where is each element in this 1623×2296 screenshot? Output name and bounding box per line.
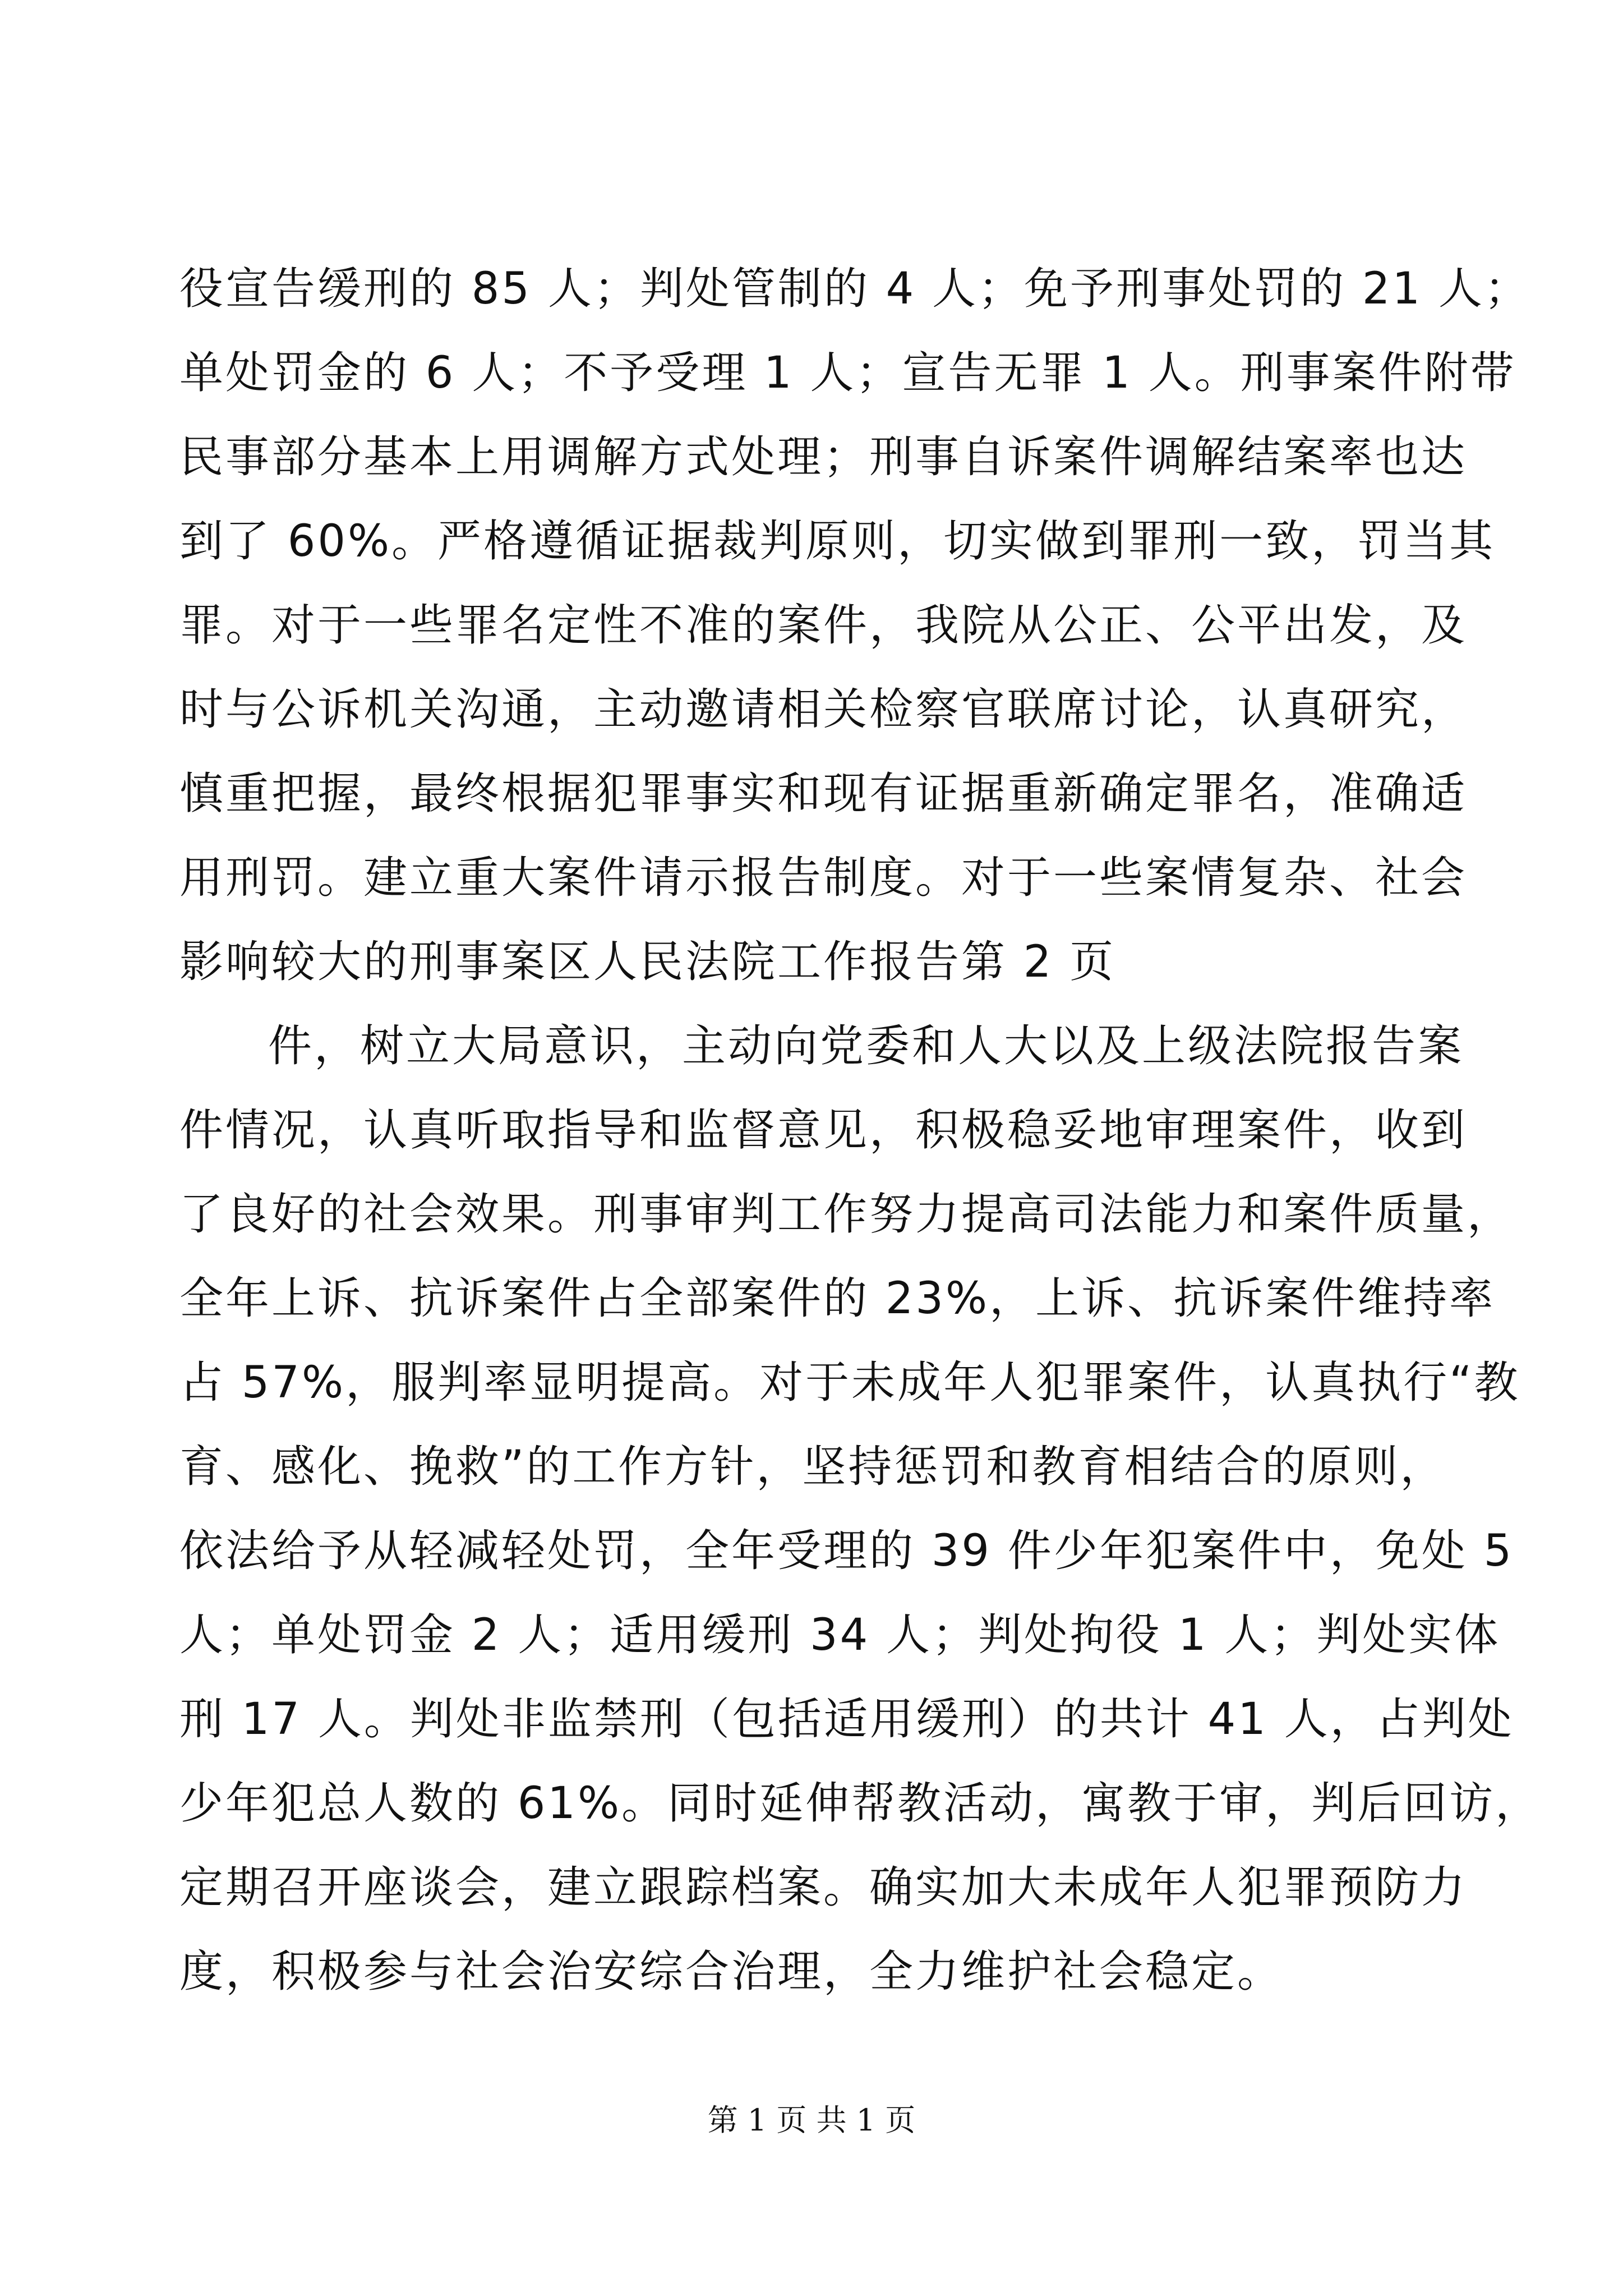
text-line: 育、感化、挽救”的工作方针，坚持惩罚和教育相结合的原则，: [179, 1442, 1446, 1492]
text-line: 占 57%，服判率显明提高。对于未成年人犯罪案件，认真执行“教: [179, 1358, 1520, 1408]
text-line: 民事部分基本上用调解方式处理；刑事自诉案件调解结案率也达: [179, 432, 1468, 482]
text-line: 影响较大的刑事案区人民法院工作报告第 2 页: [179, 937, 1116, 987]
text-line-indented: 件，树立大局意识，主动向党委和人大以及上级法院报告案: [268, 1021, 1464, 1071]
text-line: 到了 60%。严格遵循证据裁判原则，切实做到罪刑一致，罚当其: [179, 516, 1496, 567]
text-line: 人；单处罚金 2 人；适用缓刑 34 人；判处拘役 1 人；判处实体: [179, 1610, 1501, 1660]
text-line: 度，积极参与社会治安综合治理，全力维护社会稳定。: [179, 1947, 1284, 1997]
page-footer: 第 1 页 共 1 页: [707, 2102, 916, 2138]
text-line: 役宣告缓刑的 85 人；判处管制的 4 人；免予刑事处罚的 21 人；: [179, 264, 1530, 314]
text-line: 时与公诉机关沟通，主动邀请相关检察官联席讨论，认真研究，: [179, 684, 1468, 735]
text-line: 少年犯总人数的 61%。同时延伸帮教活动，寓教于审，判后回访，: [179, 1778, 1542, 1829]
text-line: 慎重把握，最终根据犯罪事实和现有证据重新确定罪名，准确适: [179, 769, 1468, 819]
text-line: 罪。对于一些罪名定性不准的案件，我院从公正、公平出发，及: [179, 600, 1468, 651]
text-line: 定期召开座谈会，建立跟踪档案。确实加大未成年人犯罪预防力: [179, 1862, 1468, 1913]
text-line: 件情况，认真听取指导和监督意见，积极稳妥地审理案件，收到: [179, 1105, 1468, 1156]
text-line: 全年上诉、抗诉案件占全部案件的 23%，上诉、抗诉案件维持率: [179, 1273, 1496, 1324]
text-line: 刑 17 人。判处非监禁刑（包括适用缓刑）的共计 41 人，占判处: [179, 1694, 1514, 1745]
text-line: 用刑罚。建立重大案件请示报告制度。对于一些案情复杂、社会: [179, 853, 1468, 903]
text-line: 依法给予从轻减轻处罚，全年受理的 39 件少年犯案件中，免处 5: [179, 1526, 1514, 1576]
text-line: 单处罚金的 6 人；不予受理 1 人；宣告无罪 1 人。刑事案件附带: [179, 348, 1516, 398]
text-line: 了良好的社会效果。刑事审判工作努力提高司法能力和案件质量，: [179, 1189, 1514, 1240]
body-text: [179, 247, 1542, 2014]
